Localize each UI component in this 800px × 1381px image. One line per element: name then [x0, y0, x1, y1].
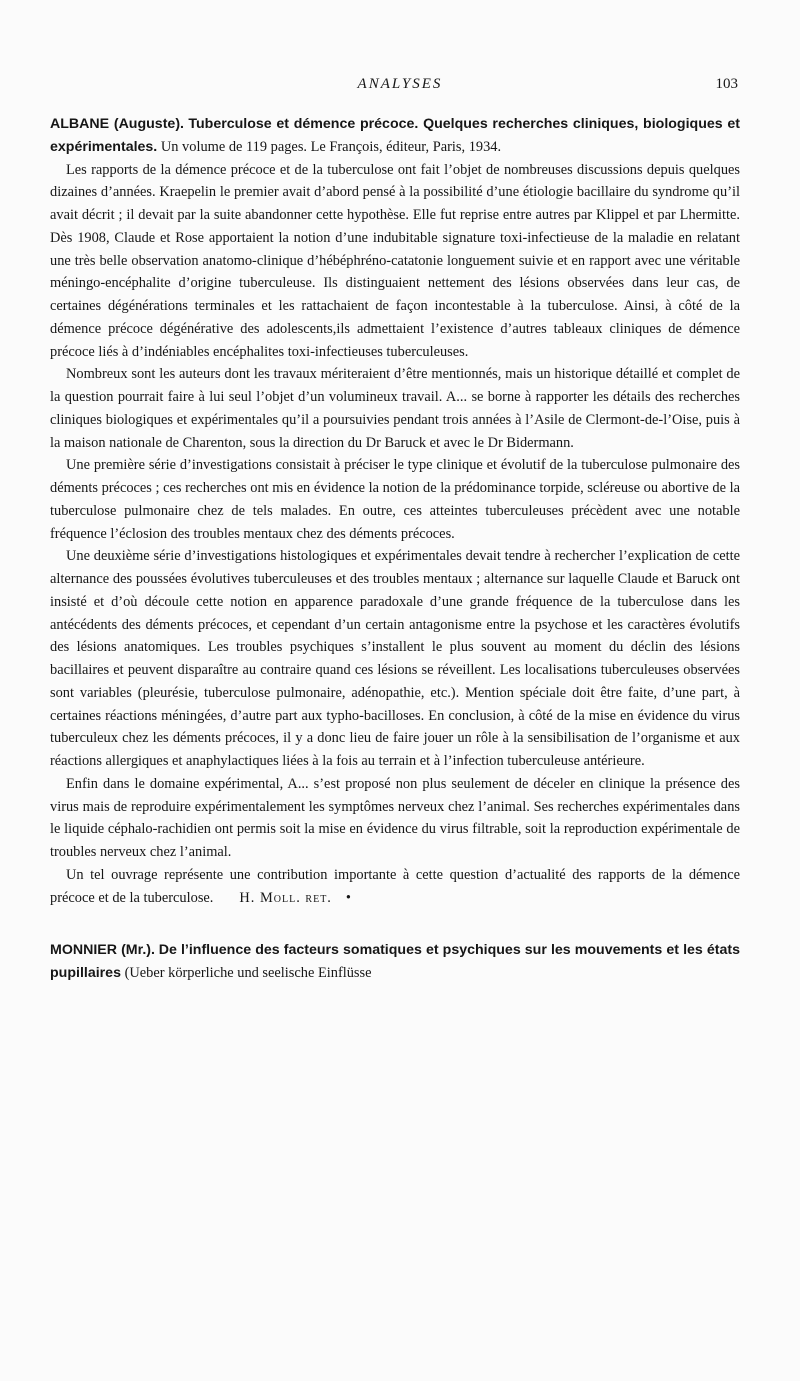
end-mark: •	[345, 889, 351, 906]
reviewer-signature: H. Moll. ret.	[239, 889, 332, 906]
running-title: ANALYSES	[357, 76, 443, 92]
review-author: ALBANE (Auguste).	[50, 116, 184, 132]
section-gap	[50, 909, 740, 939]
page-body	[50, 113, 740, 985]
review-author: MONNIER (Mr.).	[50, 942, 155, 959]
review-title: Tuberculose et démence précoce. Quelques recherches cliniques, biologiques et expérimentales.	[50, 116, 740, 155]
review-paragraph: Nombreux sont les auteurs dont les travaux mériteraient d’être mentionnés, mais un historique détaillé et complet de la question pourrait faire à lui seul l’objet d’un volumineux travail. A... se borne à rapporter les détails des recherches cliniques biologiques et expérimentales qu’il a poursuivies pendant trois années à l’Asile de Clermont-de-l’Oise, puis à la maison nationale de Charenton, sous la direction du Dr Baruck et avec le Dr Bidermann.	[50, 366, 740, 451]
review-entry-albane	[50, 113, 740, 159]
review-closing-text: Un tel ouvrage représente une contribution importante à cette question d’actualité des rapports de la démence précoce et de la tuberculose.	[50, 866, 740, 906]
review-citation: (Ueber körperliche und seelische Einflüsse	[124, 965, 372, 981]
running-head	[0, 76, 800, 96]
review-entry-monnier	[50, 939, 740, 985]
review-paragraph: Une deuxième série d’investigations histologiques et expérimentales devait tendre à rechercher l’explication de cette alternance des poussées évolutives tuberculeuses et des troubles mentaux ; alternance sur laquelle Claude et Baruck ont insisté et d’où découle cette notion en apparence paradoxale d’une grande fréquence de la tuberculose dans les antécédents des déments précoces, et cependant d’un certain antagonisme entre la psychose et les caractères évolutifs des lésions anatomiques. Les troubles psychiques s’installent le plus souvent au moment du déclin des lésions bacillaires et peuvent disparaître au contraire quand ces lésions se réveillent. Les localisations tuberculeuses observées sont variables (pleurésie, tuberculose pulmonaire, adénopathie, etc.). Mention spéciale doit être faite, d’une part, à certaines réactions méningées, d’autre part aux typho-bacilloses. En conclusion, à côté de la mise en évidence du virus tuberculeux chez les déments précoces, il y a donc lieu de faire jouer un rôle à la sensibilisation de l’organisme et aux réactions allergiques et anaphylactiques liées à la fois au terrain et à l’infection tuberculeuse antérieure.	[50, 548, 740, 769]
review-paragraph: Enfin dans le domaine expérimental, A... s’est proposé non plus seulement de déceler en clinique la présence des virus mais de reproduire expérimentalement les symptômes nerveux chez l’animal. Ses recherches expérimentales dans le liquide céphalo-rachidien ont permis soit la mise en évidence du virus filtrable, soit la reproduction expérimentale de troubles nerveux chez l’animal.	[50, 775, 740, 860]
review-title: De l’influence des facteurs somatiques et psychiques sur les mouvements et les états pupillaires	[50, 942, 740, 981]
review-citation: Un volume de 119 pages. Le François, éditeur, Paris, 1934.	[160, 138, 502, 155]
review-closing-paragraph	[50, 864, 740, 910]
review-paragraph: Une première série d’investigations consistait à préciser le type clinique et évolutif de la tuberculose pulmonaire des déments précoces ; ces recherches ont mis en évidence la notion de la prédominance torpide, scléreuse ou abortive de la tuberculose pulmonaire chez de tels malades. En outre, ces atteintes tuberculeuses précèdent avec une notable fréquence l’éclosion des troubles mentaux chez des déments précoces.	[50, 457, 740, 542]
page-number: 103	[715, 76, 738, 92]
review-paragraph: Les rapports de la démence précoce et de la tuberculose ont fait l’objet de nombreuses discussions depuis quelques dizaines d’années. Kraepelin le premier avait d’abord pensé à la possibilité d’une étiologie bacillaire du syndrome qu’il avait décrit ; il devait par la suite abandonner cette hypothèse. Elle fut reprise entre autres par Klippel et par Lhermitte. Dès 1908, Claude et Rose apportaient la notion d’une indubitable signature toxi-infectieuse de la maladie en relatant une très belle observation anatomo-clinique d’hébéphréno-catatonie longuement suivie et en rapport avec une véritable méningo-encéphalite d’origine tuberculeuse. Ils distinguaient nettement des lésions observées dans leur cas, de certaines dégénérations terminales et les rattachaient de façon incontestable à la tuberculose. Ainsi, à côté de la démence précoce dégénérative des adolescents,ils admettaient l’existence d’autres tableaux cliniques de démence précoce liés à d’indéniables encéphalites toxi-infectieuses tuberculeuses.	[50, 161, 740, 360]
